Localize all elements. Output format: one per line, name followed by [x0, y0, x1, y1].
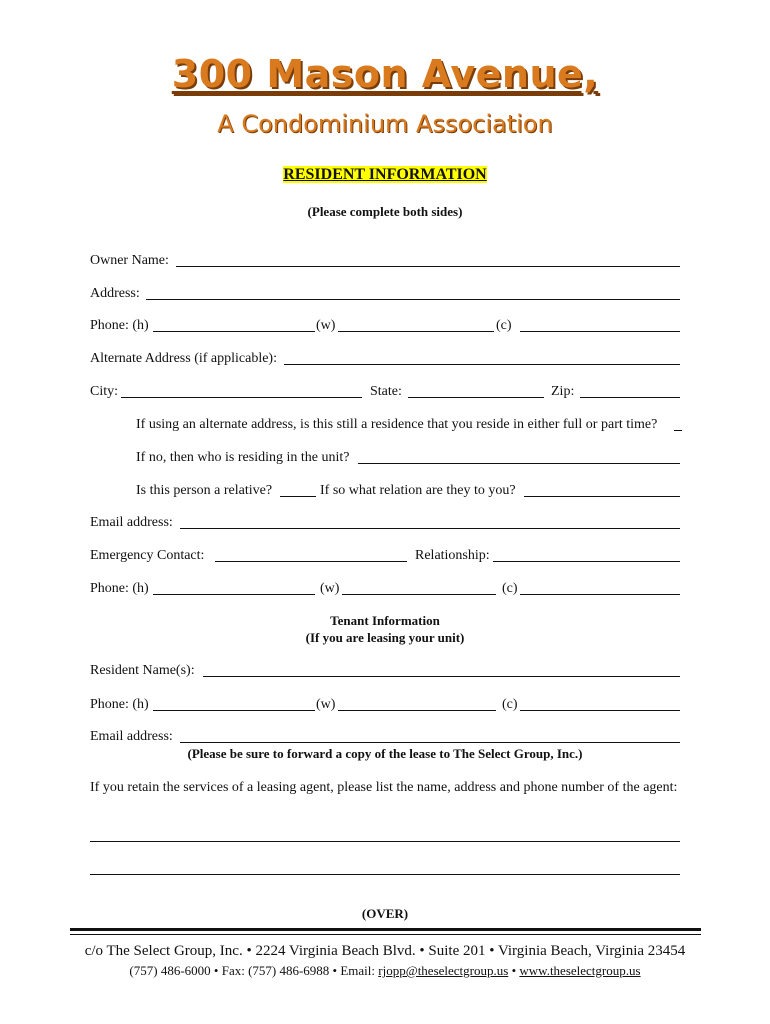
- relative-field[interactable]: [280, 496, 316, 497]
- emergency-phone-work-field[interactable]: [342, 594, 496, 595]
- footer-phone-fax: (757) 486-6000 • Fax: (757) 486-6988 • Email:: [129, 963, 376, 978]
- agent-instruction: If you retain the services of a leasing agent, please list the name, address and phone number of the agent:: [90, 780, 678, 795]
- phone-home-field[interactable]: [153, 331, 315, 332]
- page-subtitle: A Condominium Association: [217, 110, 553, 138]
- alt-address-field[interactable]: [284, 364, 680, 365]
- tenant-email-field[interactable]: [180, 742, 680, 743]
- over-label: (OVER): [361, 906, 409, 921]
- zip-label: Zip:: [551, 384, 575, 399]
- address-label: Address:: [90, 286, 140, 301]
- emergency-contact-label: Emergency Contact:: [90, 548, 205, 563]
- tenant-phone-home-label: Phone: (h): [90, 697, 149, 712]
- tenant-phone-work-label: (w): [316, 697, 336, 712]
- resident-names-field[interactable]: [203, 676, 680, 677]
- owner-name-label: Owner Name:: [90, 253, 169, 268]
- footer-contact: [0, 963, 770, 979]
- phone-cell-field[interactable]: [520, 331, 680, 332]
- tenant-phone-work-field[interactable]: [338, 710, 496, 711]
- city-field[interactable]: [121, 397, 362, 398]
- emergency-contact-field[interactable]: [215, 561, 407, 562]
- city-label: City:: [90, 384, 119, 399]
- emergency-phone-cell-field[interactable]: [520, 594, 680, 595]
- state-field[interactable]: [408, 397, 544, 398]
- email-field[interactable]: [180, 528, 680, 529]
- relation-field[interactable]: [524, 496, 680, 497]
- residence-answer-field[interactable]: [674, 430, 682, 431]
- page-title: 300 Mason Avenue,: [171, 52, 599, 96]
- tenant-phone-home-field[interactable]: [153, 710, 315, 711]
- footer-divider-thin: [70, 934, 701, 935]
- owner-name-field[interactable]: [176, 266, 680, 267]
- instruction-text: (Please complete both sides): [307, 204, 463, 219]
- tenant-email-label: Email address:: [90, 729, 173, 744]
- resident-names-label: Resident Name(s):: [90, 663, 195, 678]
- emergency-phone-home-field[interactable]: [153, 594, 315, 595]
- section-heading: [0, 166, 770, 184]
- relative-question: Is this person a relative?: [136, 483, 273, 498]
- email-label: Email address:: [90, 515, 173, 530]
- tenant-title: Tenant Information: [330, 613, 440, 628]
- state-label: State:: [370, 384, 402, 399]
- alt-address-label: Alternate Address (if applicable):: [90, 351, 277, 366]
- address-field[interactable]: [146, 299, 680, 300]
- residence-question: If using an alternate address, is this still a residence that you reside in either full or part time?: [136, 417, 658, 432]
- section-heading-text: RESIDENT INFORMATION: [283, 166, 487, 183]
- relationship-label: Relationship:: [415, 548, 490, 563]
- footer-divider-thick: [70, 928, 701, 931]
- tenant-phone-cell-field[interactable]: [520, 710, 680, 711]
- emergency-phone-cell-label: (c): [502, 581, 518, 596]
- emergency-phone-home-label: Phone: (h): [90, 581, 149, 596]
- phone-cell-label: (c): [496, 318, 512, 333]
- tenant-phone-cell-label: (c): [502, 697, 518, 712]
- resident-who-field[interactable]: [358, 463, 680, 464]
- zip-field[interactable]: [580, 397, 680, 398]
- relation-question: If so what relation are they to you?: [320, 483, 516, 498]
- lease-note: (Please be sure to forward a copy of the lease to The Select Group, Inc.): [187, 746, 583, 761]
- footer-separator: •: [511, 963, 517, 978]
- footer-website-link[interactable]: www.theselectgroup.us: [519, 963, 641, 978]
- phone-home-label: Phone: (h): [90, 318, 149, 333]
- footer-email-link[interactable]: rjopp@theselectgroup.us: [378, 963, 509, 978]
- resident-who-question: If no, then who is residing in the unit?: [136, 450, 350, 465]
- phone-work-label: (w): [316, 318, 336, 333]
- emergency-phone-work-label: (w): [320, 581, 340, 596]
- footer-address: c/o The Select Group, Inc. • 2224 Virginia Beach Blvd. • Suite 201 • Virginia Beach, Virginia 23454: [84, 943, 686, 959]
- agent-line-1[interactable]: [90, 841, 680, 842]
- tenant-subtitle: (If you are leasing your unit): [305, 630, 465, 645]
- phone-work-field[interactable]: [338, 331, 494, 332]
- relationship-field[interactable]: [493, 561, 680, 562]
- agent-line-2[interactable]: [90, 874, 680, 875]
